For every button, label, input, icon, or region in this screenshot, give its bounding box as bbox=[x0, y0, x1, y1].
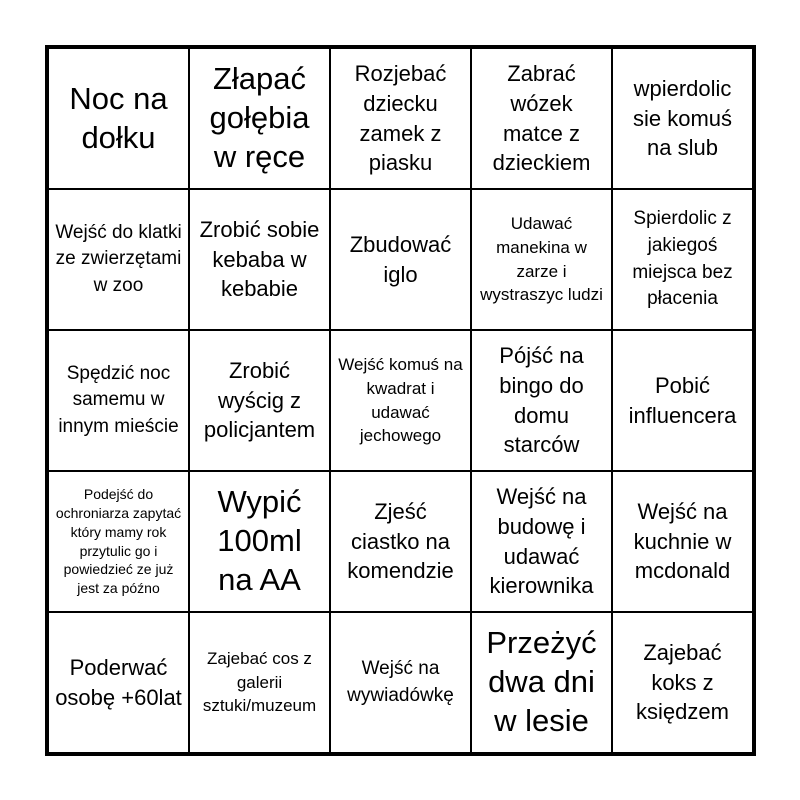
bingo-cell-r2c1[interactable] bbox=[48, 189, 189, 330]
cell-text: Wejść na kuchnie w mcdonald bbox=[633, 498, 732, 584]
cell-text: Poderwać osobę +60lat bbox=[55, 654, 182, 710]
bingo-card bbox=[45, 45, 756, 756]
bingo-cell-r4c2[interactable] bbox=[189, 471, 330, 612]
bingo-cell-r4c4[interactable] bbox=[471, 471, 612, 612]
bingo-cell-r3c4[interactable] bbox=[471, 330, 612, 471]
bingo-cell-r1c3[interactable] bbox=[330, 48, 471, 189]
bingo-cell-r2c4[interactable] bbox=[471, 189, 612, 330]
bingo-cell-r3c5[interactable] bbox=[612, 330, 753, 471]
cell-text: Noc na dołku bbox=[69, 80, 168, 155]
bingo-cell-r5c4[interactable] bbox=[471, 612, 612, 753]
bingo-cell-r5c3[interactable] bbox=[330, 612, 471, 753]
cell-text: Podejść do ochroniarza zapytać który mamy rok przytulic go i powiedzieć ze już jest za późno bbox=[55, 485, 182, 597]
cell-text: Zbudować iglo bbox=[349, 231, 452, 287]
cell-text: Wejść na budowę i udawać kierownika bbox=[489, 484, 594, 599]
cell-text: Wejść do klatki ze zwierzętami w zoo bbox=[55, 221, 182, 296]
cell-text: Zajebać cos z galerii sztuki/muzeum bbox=[202, 648, 317, 716]
cell-text: Zrobić sobie kebaba w kebabie bbox=[199, 216, 320, 302]
cell-text: Spierdolic z jakiegoś miejsca bez płacenia bbox=[632, 208, 733, 310]
bingo-cell-r1c5[interactable] bbox=[612, 48, 753, 189]
cell-text: Spędzić noc samemu w innym mieście bbox=[58, 362, 179, 437]
cell-text: Zajebać koks z księdzem bbox=[636, 639, 729, 725]
bingo-cell-r4c3[interactable] bbox=[330, 471, 471, 612]
cell-text: Udawać manekina w zarze i wystraszyc ludzi bbox=[480, 213, 603, 305]
cell-text: Wejść komuś na kwadrat i udawać jechowego bbox=[338, 354, 463, 446]
bingo-cell-r5c1[interactable] bbox=[48, 612, 189, 753]
bingo-cell-r3c2[interactable] bbox=[189, 330, 330, 471]
cell-text: Pobić influencera bbox=[628, 372, 737, 428]
cell-text: Zabrać wózek matce z dzieckiem bbox=[492, 61, 591, 176]
cell-text: Pójść na bingo do domu starców bbox=[499, 343, 584, 458]
bingo-cell-r5c5[interactable] bbox=[612, 612, 753, 753]
bingo-cell-r3c1[interactable] bbox=[48, 330, 189, 471]
bingo-cell-r1c2[interactable] bbox=[189, 48, 330, 189]
bingo-cell-r1c4[interactable] bbox=[471, 48, 612, 189]
cell-text: Złapać gołębia w ręce bbox=[209, 61, 310, 174]
bingo-cell-r3c3[interactable] bbox=[330, 330, 471, 471]
bingo-cell-r1c1[interactable] bbox=[48, 48, 189, 189]
bingo-cell-r5c2[interactable] bbox=[189, 612, 330, 753]
bingo-cell-r4c1[interactable] bbox=[48, 471, 189, 612]
cell-text: Rozjebać dziecku zamek z piasku bbox=[354, 61, 447, 176]
cell-text: wpierdolic sie komuś na slub bbox=[632, 75, 733, 161]
cell-text: Zrobić wyścig z policjantem bbox=[203, 357, 316, 443]
cell-text: Przeżyć dwa dni w lesie bbox=[486, 625, 597, 738]
cell-text: Zjeść ciastko na komendzie bbox=[347, 498, 454, 584]
bingo-cell-r2c3[interactable] bbox=[330, 189, 471, 330]
cell-text: Wypić 100ml na AA bbox=[217, 484, 302, 597]
bingo-cell-r2c2[interactable] bbox=[189, 189, 330, 330]
bingo-cell-r4c5[interactable] bbox=[612, 471, 753, 612]
cell-text: Wejść na wywiadówkę bbox=[347, 657, 454, 706]
bingo-cell-r2c5[interactable] bbox=[612, 189, 753, 330]
